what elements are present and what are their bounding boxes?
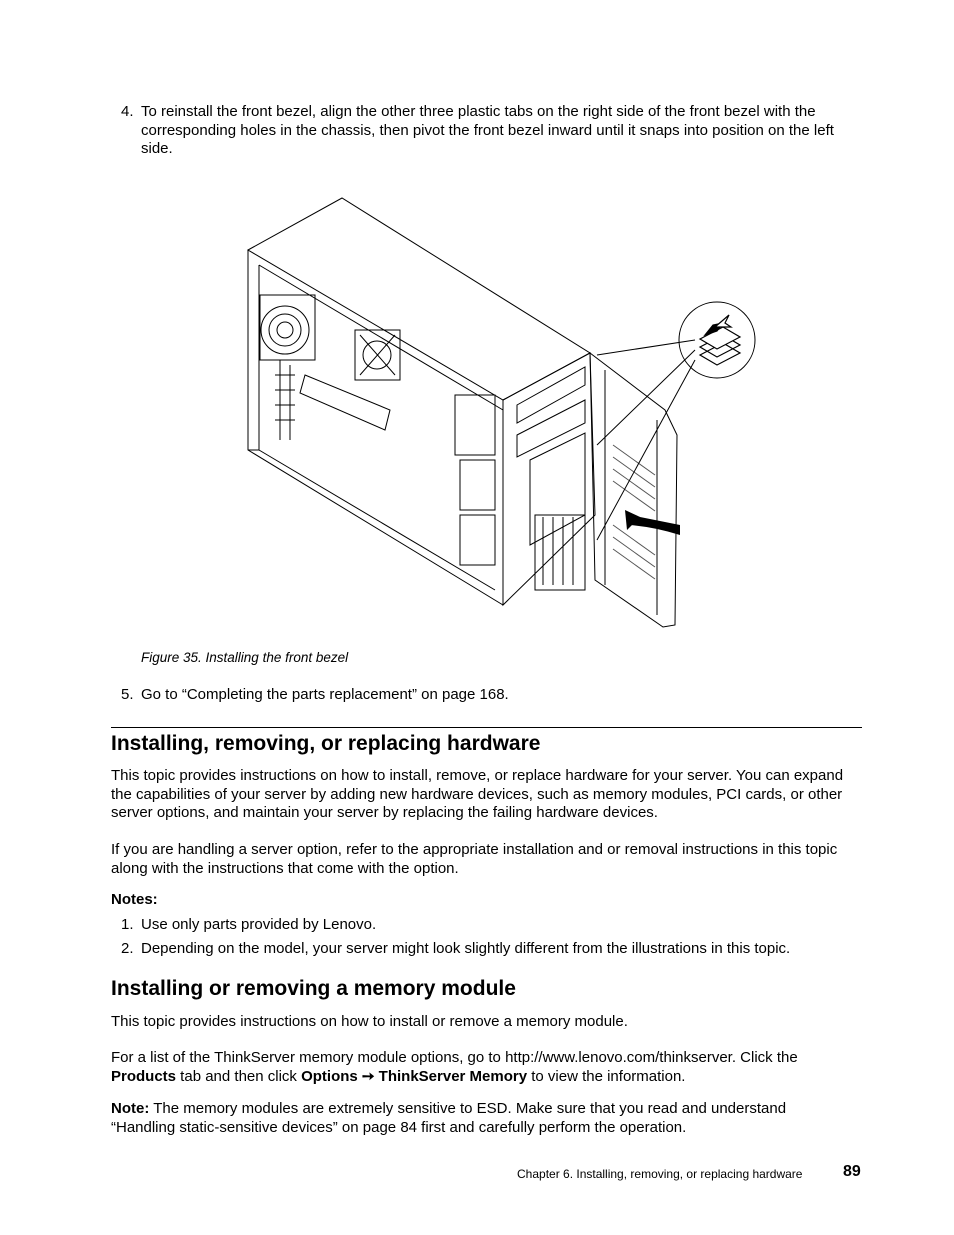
hardware-intro-paragraph: This topic provides instructions on how to install, remove, or replace hardware for your server. You can expand the capabilities of your server by adding new hardware devices, such as memory modules, PCI cards, or other server options, and maintain your server by replacing the failing hardware devices. — [111, 767, 844, 821]
figure-caption: Figure 35. Installing the front bezel — [141, 650, 349, 665]
note-text: The memory modules are extremely sensitive to ESD. Make sure that you read and understand “Handling static-sensitive devices” on page 84 first and carefully perform the operation. — [111, 1100, 787, 1136]
section-heading-memory: Installing or removing a memory module — [111, 977, 516, 1000]
step-number: 4. — [121, 103, 134, 120]
step-text: Go to “Completing the parts replacement” on page 168. — [141, 686, 509, 703]
menu-arrow: ➙ — [357, 1067, 379, 1085]
front-bezel-illustration — [245, 195, 765, 635]
options-label: Options — [301, 1067, 358, 1085]
server-option-paragraph: If you are handling a server option, refer to the appropriate installation and or removal instructions in this topic along with the instructions that come with the option. — [111, 841, 838, 877]
page-number: 89 — [843, 1163, 861, 1180]
step-text: To reinstall the front bezel, align the other three plastic tabs on the right side of the front bezel with the corresponding holes in the chassis, then pivot the front bezel inward until it snaps into position on the left side. — [141, 103, 834, 157]
esd-note — [111, 1100, 851, 1137]
products-label: Products — [111, 1067, 177, 1085]
note-label: Note: — [111, 1100, 150, 1117]
server-chassis-drawing — [245, 195, 765, 635]
note-number: 1. — [121, 916, 134, 933]
note-number: 2. — [121, 940, 134, 957]
options-text-b: tab and then click — [176, 1067, 302, 1085]
memory-options-paragraph — [111, 1049, 856, 1086]
options-text-c: to view the information. — [527, 1067, 686, 1085]
section-heading-hardware: Installing, removing, or replacing hardware — [111, 732, 541, 755]
note-text: Use only parts provided by Lenovo. — [141, 916, 377, 933]
memory-intro-paragraph: This topic provides instructions on how to install or remove a memory module. — [111, 1013, 628, 1030]
thinkserver-memory-label: ThinkServer Memory — [378, 1067, 528, 1085]
footer-chapter: Chapter 6. Installing, removing, or replacing hardware — [517, 1167, 803, 1181]
step-number: 5. — [121, 686, 134, 703]
section-divider — [111, 727, 862, 728]
options-text-a: For a list of the ThinkServer memory module options, go to http://www.lenovo.com/thinkserver. Click the — [111, 1049, 798, 1066]
tab-detail-icon — [700, 315, 740, 365]
notes-label: Notes: — [111, 891, 158, 908]
note-text: Depending on the model, your server might look slightly different from the illustrations in this topic. — [141, 940, 791, 957]
